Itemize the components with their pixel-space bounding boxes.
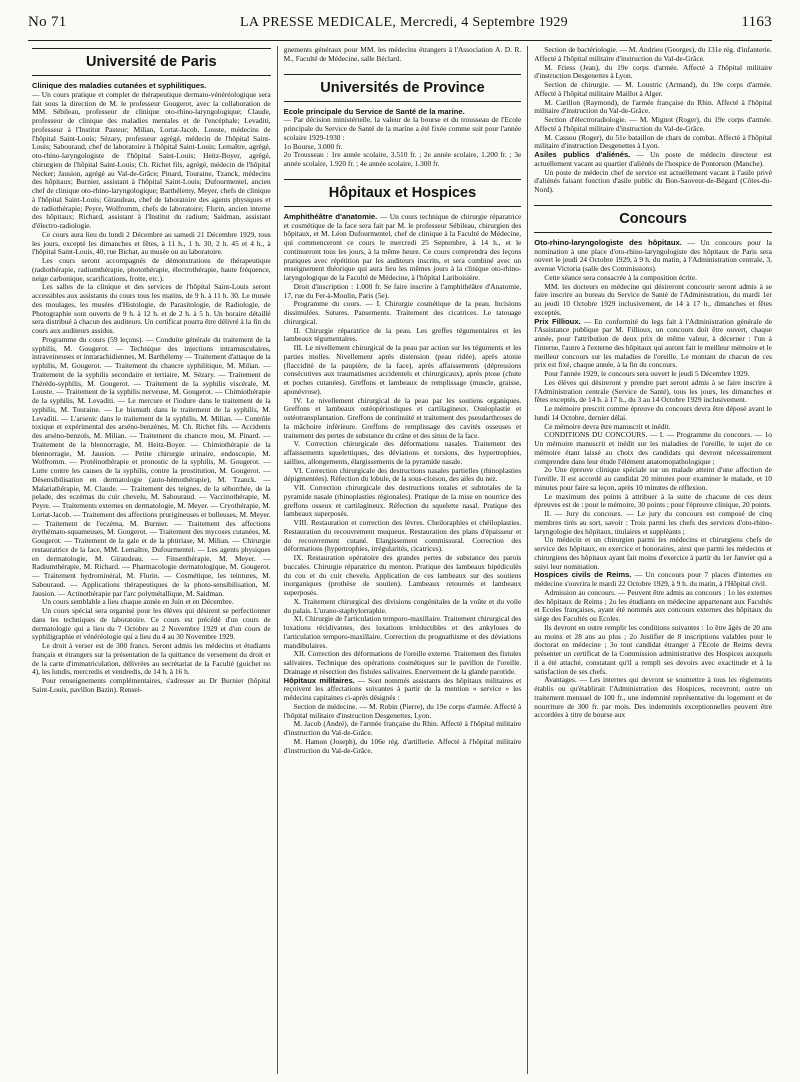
- paragraph: Le maximum des points à attribuer à la suite de chacune de ces deux épreuves est de : pour le mémoire, 30 points ; pour l'épreuve clinique, 20 points.: [534, 491, 772, 510]
- paragraph: II. Chirurgie réparatrice de la peau. Les greffes tégumentaires et les lambeaux tégumentaires.: [283, 325, 522, 344]
- paragraph: M. Friess (Jean), du 19e corps d'armée. Affecté à l'hôpital militaire d'instruction Desgenettes à Lyon.: [534, 62, 772, 81]
- paragraph: — Un concours pour 7 places d'internes en médecine s'ouvrira le mardi 22 Octobre 1929, à 9 h. du matin, à l'Hôpital civil.: [534, 570, 772, 588]
- paragraph: III. Le nivellement chirurgical de la peau par action sur les téguments et les parties molles. Nivellement après distension (peau ridée), après atonie (flaccidité de la paupière, de la face), après affaissements (dépressions consécutives aux traumatismes accidentels et chirurgicaux), après ptose (chute et poches cutanées). Greffons et lambeaux de remplissage (muscle, graisse, aponévrose).: [283, 343, 522, 396]
- paragraph: Ce mémoire devra être manuscrit et inédit.: [544, 421, 671, 431]
- paragraph: Un médecin et un chirurgien parmi les médecins et chirurgiens chefs de service des hôpitaux, en exercice et honoraires, ainsi que parmi les médecins et chirurgiens des hôpitaux ayant fait moins d'exercice à partir du 1er Janvier qui a suivi leur nomination.: [534, 535, 772, 571]
- paragraph: Les salles de la clinique et des services de l'hôpital Saint-Louis seront accessibles aux assistants du cours tous les matins, de 9 h. à 11 h. 30. Le musée des moulages, les musées d'Histologie, de Parasitologie, de Radiologie, de Photographie sont ouverts de 9 h. à 12 h. et de 2 h. à 5 h. Un horaire détaillé sera distribué à chacun des auditeurs. Un certificat pourra être délivré à la fin du cours aux auditeurs assidus.: [32, 282, 271, 335]
- paragraph: VIII. Restauration et correction des lèvres. Cheiloraphies et chéiloplasties. Restauration du recouvrement muqueux. Restauration des plans d'épaisseur et du recouvrement cutané. Elargissement commissural. Correction des déformations (hypertrophies, irrégularités, cicatrices).: [283, 518, 522, 554]
- section-title-universite-paris: Université de Paris: [32, 48, 271, 76]
- issue-number: No 71: [28, 14, 67, 30]
- paragraph: XII. Correction des déformations de l'oreille externe. Traitement des fistules salivaires. Technique des opérations cosmétiques sur le pavillon de l'oreille. Drainage et résection des fistules salivaires. Enervement de la glande parotide.: [283, 649, 522, 676]
- paragraph: — En conformité du legs fait à l'Administration générale de l'Assistance publique par M. Fillioux, un concours doit être ouvert, chaque année, pour l'attribution de deux prix de même valeur, à décerner : l'un à l'interne, l'autre à l'externe des hôpitaux qui auront fait le meilleur mémoire et le meilleur concours sur les maladies de l'oreille. Le montant de chacun de ces prix est fixé, chaque année, à la fin du concours.: [534, 316, 772, 370]
- paragraph: Admission au concours. — Peuvent être admis au concours : 1o les externes des hôpitaux de Reims ; 2o les étudiants en médecine appartenant aux Facultés et Ecoles françaises, ayant été nommés aux concours externes des hôpitaux du siège des Facultés ou Ecoles.: [534, 587, 772, 623]
- paragraph: Le mémoire prescrit comme épreuve du concours devra être déposé avant le lundi 14 Octobre, dernier délai.: [534, 404, 772, 422]
- paragraph: II. — Jury du concours. — Le jury du concours est composé de cinq membres tirés au sort, savoir : Trois parmi les chefs des services d'oto-rhino-laryngologie des hôpitaux, titulaires et suppléants ;: [534, 509, 772, 536]
- column-1: [26, 46, 277, 1074]
- paragraph: M. Hamon (Joseph), du 106e rég. d'artillerie. Affecté à l'hôpital militaire d'instruction du Val-de-Grâce.: [283, 736, 522, 755]
- prix-fillioux-title: Prix Fillioux.: [534, 316, 581, 326]
- paragraph: Un poste de médecin chef de service est actuellement vacant à l'asile privé d'aliénés faisant fonction d'asile public du Bon-Sauveur-de-Bégard (Côtes-du-Nord).: [534, 167, 772, 194]
- paragraph: M. Cassou (Roger), du 51e bataillon de chars de combat. Affecté à l'hôpital militaire d'instruction Desgenettes à Lyon.: [534, 132, 772, 151]
- section-title-universites-province: Universités de Province: [284, 74, 522, 102]
- paragraph: VII. Correction chirurgicale des destructions totales et subtotales de la pyramide nasale (rhinoplasties régionales). Pratique de la mise en nourrice des greffons osseux et cartilagineux. Réfection du squelette nasal. Pratique des lambeaux superposés.: [283, 483, 522, 519]
- paragraph: M. Jacob (André), de l'armée française du Rhin. Affecté à l'hôpital militaire d'instruction du Val-de-Grâce.: [283, 719, 522, 737]
- list-item: 1o Bourse, 3.000 fr.: [283, 141, 343, 151]
- paragraph: IV. Le nivellement chirurgical de la peau par les soutiens organiques. Greffons et lambeaux ostéopériostiques et cartilagineux. Ostéoplastie et ostéotransplantation. Greffons de continuité et traitement des pseudarthroses de la mâchoire inférieure. Greffons de remplissage des cavités osseuses et traitement des pertes de substance du crâne et des sinus de la face.: [283, 395, 522, 440]
- paragraph: M. Carillon (Raymond), de l'armée française du Rhin. Affecté à l'hôpital militaire d'instruction du Val-de-Grâce.: [534, 97, 772, 116]
- paragraph: XI. Chirurgie de l'articulation temporo-maxillaire. Traitement chirurgical des luxations récidivantes, des luxations irréductibles et des ankyloses de l'articulation temporo-maxillaire. Correction du prognathisme et des déviations mandibulaires.: [283, 614, 522, 650]
- asiles-title: Asiles publics d'aliénés.: [534, 150, 631, 159]
- amphitheatre-title: Amphithéâtre d'anatomie.: [283, 211, 378, 221]
- paragraph: Les élèves qui désireront y prendre part seront admis à se faire inscrire à l'Administration centrale (Service de Santé), tous les jours, les dimanches et fêtes exceptés, de 14 h. à 17 h., du 3 au 14 Octobre 1929 inclusivement.: [534, 377, 772, 405]
- paragraph: X. Traitement chirurgical des divisions congénitales de la voûte et du voile du palais. L'urano-staphylorraphie.: [283, 596, 522, 615]
- paragraph: Section d'électroradiologie. — M. Mignot (Roger), du 19e corps d'armée. Affecté à l'hôpital militaire d'instruction du Val-de-Grâce.: [534, 115, 772, 133]
- paragraph: Droit d'inscription : 1.000 fr. Se faire inscrire à l'amphithéâtre d'Anatomie, 17, rue du Fer-à-Moulin, Paris (5e).: [283, 281, 522, 300]
- paragraph: VI. Correction chirurgicale des destructions nasales partielles (rhinoplasties dépigmentées). Réfection du lobule, de la sous-cloison, des ailes du nez.: [283, 465, 522, 484]
- paragraph: Pour l'année 1929, le concours sera ouvert le jeudi 5 Décembre 1929.: [544, 369, 750, 378]
- clinique-subtitle: Clinique des maladies cutanées et syphilitiques.: [32, 81, 207, 90]
- paragraph: — Un poste de médecin directeur est actuellement vacant au quartier d'aliénés de l'hospice de Pontorson (Manche).: [534, 150, 772, 168]
- page-header: [28, 14, 772, 41]
- page-number: 1163: [741, 14, 772, 30]
- column-3: [527, 46, 778, 1074]
- paragraph: Avantages. — Les internes qui devront se soumettre à tous les règlements établis ou qu'établirait l'Administration des Hospices, recevront, outre un traitement mensuel de 100 fr., une indemnité représentative du logement et de nourriture de 300 fr. par mois. Des indemnités exceptionnelles peuvent être accordées à titre de bourse aux: [534, 675, 772, 720]
- hopitaux-militaires-title: Hôpitaux militaires.: [283, 675, 355, 685]
- paragraph: Ce cours aura lieu du lundi 2 Décembre au samedi 21 Décembre 1929, tous les jours, excepté les dimanches et fêtes, à 11 h., 1 h. 30, 2 h. 45 et 4 h., à l'hôpital Saint-Louis, 40, rue Bichat, au musée ou au laboratoire.: [32, 229, 271, 257]
- oto-rhino-title: Oto-rhino-laryngologiste des hôpitaux.: [534, 237, 682, 247]
- ecole-sante-title: Ecole principale du Service de Santé de la marine.: [283, 106, 465, 116]
- section-title-concours: Concours: [534, 205, 772, 233]
- list-item: 2o Trousseau : 1re année scolaire, 3.510 fr. ; 2e année scolaire, 1.200 fr. ; 3e année scolaire, 1.920 fr. ; 4e année scolaire, 1.300 fr.: [283, 150, 522, 168]
- paragraph: IX. Restauration opératoire des grandes pertes de substance des parois buccales. Chirurgie réparatrice du menton. Pratique des lambeaux bipédiculés du cou et du cuir chevelu. Application de ces lambeaux sur des soutiens inorganiques (prothèse de soutien). Lambeaux retournés et lambeaux superposés.: [283, 553, 522, 597]
- paragraph: gnements généraux pour MM. les médecins étrangers à l'Association A. D. R. M., Faculté de Médecine, salle Béclard.: [283, 46, 522, 63]
- paragraph: Un cours semblable a lieu chaque année en Juin et en Décembre.: [42, 597, 234, 607]
- paragraph: Pour renseignements complémentaires, s'adresser au Dr Burnier (hôpital Saint-Louis, pavillon Bazin). Rensei-: [32, 676, 271, 694]
- paragraph: Cette séance sera consacrée à la composition écrite.: [544, 272, 697, 282]
- paragraph: — Sont nommés assistants des hôpitaux militaires et reçoivent les affectations suivantes à partir de la mention « service » les médecins capitaines ci-après désignés :: [283, 675, 522, 702]
- columns: [26, 46, 778, 1074]
- paragraph: MM. les docteurs en médecine qui désireront concourir seront admis à se faire inscrire au bureau du Service de Santé de l'Administration, du mardi 1er au jeudi 10 Octobre 1929 inclusivement, de 14 à 17 h., dimanches et fêtes exceptés.: [534, 281, 772, 317]
- paragraph: — Un cours pratique et complet de thérapeutique dermato-vénéréologique sera fait sous la direction de M. le professeur Gougerot, avec la collaboration de MM. Sébileau, professeur de clinique oto-rhino-laryngologique; Claude, professeur de clinique des maladies mentales et de l'encéphale; Levaditi, professeur à l'Institut Pasteur; Milian, Lortat-Jacob, Louste, médecins de l'hôpital Saint-Louis; Sézary, professeur agrégé, médecin de l'hôpital Saint-Louis; Sabouraud, chef de laboratoire à l'hôpital Saint-Louis; Lemaître, agrégé, oto-rhino-laryngologiste de l'hôpital Saint-Louis; Heitz-Boyer, agrégé, chirurgien de l'hôpital Saint-Louis; Ch. Richet fils, agrégé, médecin de l'hôpital Necker; Jausion, agrégé au Val-de-Grâce; Pinard, Touraine, Tzanck, médecins des hôpitaux; Burnier, assistant à l'hôpital Saint-Louis; Dufourmentel, ancien chef de clinique oto-rhino-laryngologique; Barthélemy, Meyer, chefs de clinique à l'hôpital Saint-Louis; Giraudeau, chef de laboratoire des agents physiques et de radiothérapie; Peyre, Wolfromm, chefs de laboratoire; Flurin, ancien interne des hôpitaux; Richard, assistant à l'Institut du radium; Saidman, assistant d'électro-radiologie.: [32, 89, 271, 230]
- paragraph: Le droit à verser est de 300 francs. Seront admis les médecins et étudiants français et étrangers sur la présentation de la quittance de versement du droit et de la carte d'immatriculation, délivrées au secrétariat de la Faculté (guichet no 4), les lundis, mercredis et vendredis, de 14 h. à 16 h.: [32, 641, 271, 677]
- paragraph: Ils devront en outre remplir les conditions suivantes : 1o être âgés de 20 ans au moins et 28 ans au plus ; 2o Justifier de 8 inscriptions valables pour le doctorat en médecine ; 3o tout candidat étranger à l'Ecole de Reims devra présenter un certificat de la Commission administrative des Hospices auxquels il a été attaché, constatant qu'il a rempli ses devoirs avec exactitude et à la satisfaction de ses chefs.: [534, 622, 772, 676]
- paragraph: Les cours seront accompagnés de démonstrations de thérapeutique (radiothérapie, radiumthérapie, photothérapie, électrothérapie, haute fréquence, neige carbonique, scarifications, frotte, etc.).: [32, 256, 271, 283]
- paragraph: Programme du cours (59 leçons). — Conduite générale du traitement de la syphilis, M. Gougerot. — Technique des injections intramusculaires, intraveineuses et intrarachidiennes, M. Barthélemy — Traitement d'attaque de la syphilis, M. Gougerot. — Traitement du chancre syphilitique, M. Milian. — Traitement de la syphilis secondaire et tertiaire, M. Sézary. — Traitement de l'hérédo-syphilis, M. Gougerot. — Traitement de la syphilis viscérale, M. Louste. — Traitement de la syphilis nerveuse, M. Gougerot. — Chimiothérapie de la syphilis, M. Levaditi. — Le mercure et l'iodure dans le traitement de la syphilis, M. Touraine. — Le bismuth dans le traitement de la syphilis, M. Levaditi. — L'arsenic dans le traitement de la syphilis, M. Milian. — Contrôle toxique et expérimental des arséno-benzènes, M. Ch. Richet fils. — Accidents des arséno-benzols, M. Milian. — Traitement du chancre mou, M. Pinard. — Traitement de la blennorragie, M. Heitz-Boyer. — Chimiothérapie de la blennorragie, M. Jausion. — Petite chirurgie urinaire, endoscopie, M. Wolfromm. — Protéinothérapie et pronostic de la syphilis, M. Gougerot. — Lutte contre les causes de la syphilis, contre la prostitution, M. Gougerot. — Désensibilisation en dermatologie (auto-hémothérapie), M. Tzanck. — Malariathérapie, M. Claude. — Traitement des teignes, de la séborrhée, de la pelade, des eczémas du cuir chevelu, M. Sabouraud. — Vaccinothérapie, M. Peyre. — Traitements externes en dermatologie, M. Meyer. — Cryothérapie, M. Lortat-Jacob. — Traitement des affections prurigineuses et bulleuses, M. Meyer. — Traitement de l'eczéma, M. Burnier. — Traitement des affections érythémato-squameuses, M. Gougerot. — Traitement des mycoses cutanées, M. Gougerot. — Traitement de la gale et de la phtiriase, M. Milian. — Chirurgie restauratrice de la face, MM. Lemaître, Dufourmentel. — Les agents physiques en dermatologie, M. Giraudeau. — Finsenthérapie, M. Meyer. — Radiumthérapie, M. Richard. — Pharmacologie dermatologique, M. Gougerot. — Traitement hydrominéral, M. Flurin. — Cosmétique, les teintures, M. Sabouraud. — Applications thérapeutiques de la photo-sensibilisation, M. Jausion. — Actinothérapie par l'arc polymétallique, M. Saidman.: [32, 334, 271, 598]
- paragraph: Un cours spécial sera organisé pour les élèves qui désirent se perfectionner dans les techniques de laboratoire. Ce cours est précédé d'un cours de dermatologie qui a lieu du 7 Octobre au 2 Novembre 1929 et d'un cours de syphiligraphie et vénéréologie qui a lieu du 4 au 30 Novembre 1929.: [32, 606, 271, 642]
- paragraph: — Un cours technique de chirurgie réparatrice et cosmétique de la face sera fait par M. le professeur Sébileau, chirurgien des hôpitaux, et M. Léon Dufourmentel, chef de clinique à la Faculté de Médecine, qui commenceront ce cours le mercredi 25 Septembre, à 14 h., et le continueront tous les jours, à la même heure. Ce cours comprendra des leçons pratiques avec répétition par les auditeurs inscrits, et sera combiné avec un enseignement théorique qui aura lieu les mêmes jours à la clinique oto-rhino-laryngologique de la Faculté de Médecine, à l'hôpital Lariboisière.: [283, 211, 522, 282]
- paragraph: — Par décision ministérielle, la valeur de la bourse et du trousseau de l'Ecole principale du Service de Santé de la marine a été fixée comme suit pour l'année scolaire 1929-1930 :: [283, 115, 522, 142]
- paragraph: — Un concours pour la nomination à une place d'oto-rhino-laryngologiste des hôpitaux de Paris sera ouvert le jeudi 24 Octobre 1929, à 9 h. du matin, à l'Administration centrale, 3, avenue Victoria (salle des Commissions).: [534, 237, 772, 273]
- reims-title: Hospices civils de Reims.: [534, 570, 632, 580]
- column-2: [277, 46, 528, 1074]
- paragraph: 2o Une épreuve clinique spéciale sur un malade atteint d'une affection de l'oreille. Il est accordé au candidat 20 minutes pour examiner le malade, et 10 minutes pour faire sa leçon, après 10 minutes de réflexion.: [534, 465, 772, 492]
- paragraph: Section de médecine. — M. Robin (Pierre), du 19e corps d'armée. Affecté à l'hôpital militaire d'instruction Desgenettes, Lyon.: [283, 701, 522, 720]
- paragraph: V. Correction chirurgicale des déformations nasales. Traitement des affaissements squelettiques, des déviations et torsions, des hypertrophies, saillies, allongements, élargissements de la pyramide nasale.: [283, 439, 522, 466]
- journal-title: LA PRESSE MEDICALE, Mercredi, 4 Septembre 1929: [239, 15, 568, 30]
- section-title-hopitaux-hospices: Hôpitaux et Hospices: [284, 179, 522, 207]
- paragraph: Section de chirurgie. — M. Loustric (Armand), du 19e corps d'armée. Affecté à l'hôpital militaire Maillot à Alger.: [534, 80, 772, 98]
- paragraph: CONDITIONS DU CONCOURS. — I. — Programme du concours. — 1o Un mémoire manuscrit et inédit sur les maladies de l'oreille, le sujet de ce mémoire étant laissé au choix des candidats qui devront nécessairement comprendre dans leur étude l'élément anatomopathologique ;: [534, 430, 772, 466]
- paragraph: Programme du cours. — I. Chirurgie cosmétique de la peau. Incisions dissimulées. Sutures. Pansements. Traitement des cicatrices. Le tatouage chirurgical.: [283, 299, 522, 326]
- paragraph: Section de bactériologie. — M. Andrieu (Georges), du 131e rég. d'infanterie. Affecté à l'hôpital militaire d'instruction du Val-de-Grâce.: [534, 46, 772, 63]
